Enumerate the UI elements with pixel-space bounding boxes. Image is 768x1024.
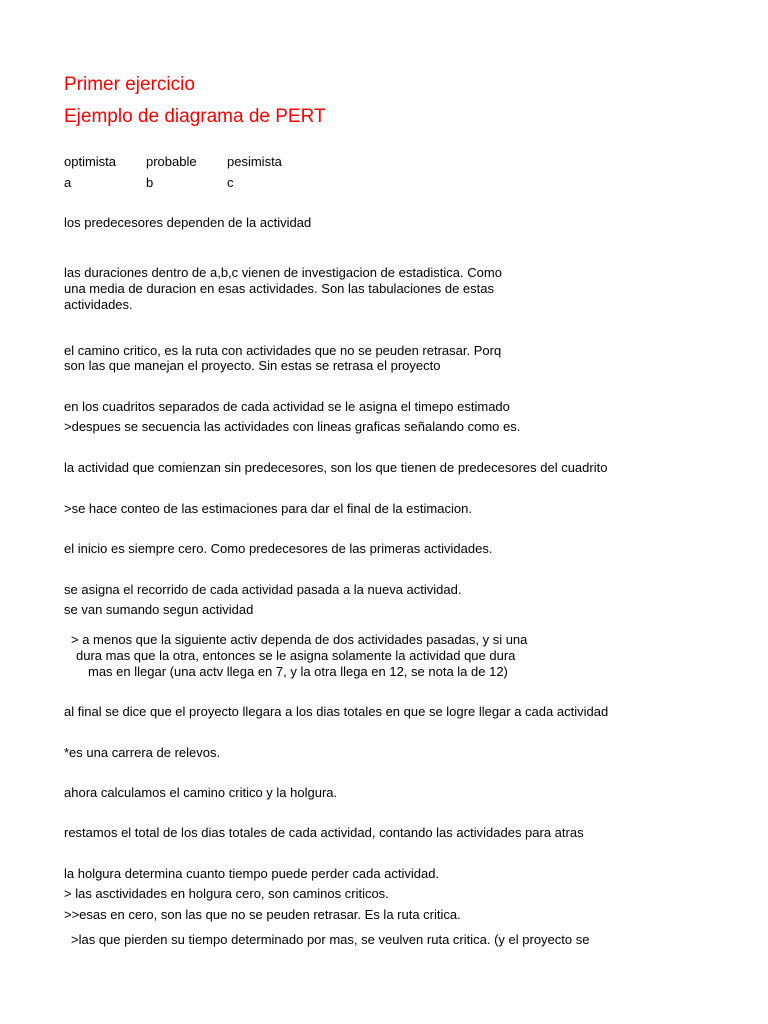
paragraph-predecesores: los predecesores dependen de la actividad <box>64 215 312 230</box>
paragraph-duraciones-line-2: una media de duracion en esas actividades. Son las tabulaciones de estas <box>64 281 495 296</box>
paragraph-recorrido-line-1: se asigna el recorrido de cada actividad pasada a la nueva actividad. <box>64 582 462 597</box>
paragraph-cuadritos-line-1: en los cuadritos separados de cada actividad se le asigna el timepo estimado <box>64 399 510 414</box>
header-optimista: optimista <box>64 154 117 169</box>
paragraph-relevos: *es una carrera de relevos. <box>64 745 221 760</box>
paragraph-holgura-line-3: >>esas en cero, son las que no se peuden retrasar. Es la ruta critica. <box>64 907 461 922</box>
paragraph-a-menos-line-3: mas en llegar (una actv llega en 7, y la otra llega en 12, se nota la de 12) <box>88 664 508 679</box>
paragraph-sin-predecesores: la actividad que comienzan sin predecesores, son los que tienen de predecesores del cuadrito <box>64 460 608 475</box>
paragraph-conteo: >se hace conteo de las estimaciones para dar el final de la estimacion. <box>64 501 472 516</box>
letter-c: c <box>227 175 234 190</box>
paragraph-holgura-line-1: la holgura determina cuanto tiempo puede perder cada actividad. <box>64 866 440 881</box>
paragraph-camino-critico-line-2: son las que manejan el proyecto. Sin estas se retrasa el proyecto <box>64 358 441 373</box>
paragraph-a-menos-line-2: dura mas que la otra, entonces se le asigna solamente la actividad que dura <box>76 648 516 663</box>
letter-b: b <box>146 175 154 190</box>
paragraph-inicio-cero: el inicio es siempre cero. Como predecesores de las primeras actividades. <box>64 541 493 556</box>
header-probable: probable <box>146 154 197 169</box>
paragraph-camino-critico-line-1: el camino critico, es la ruta con actividades que no se peuden retrasar. Porq <box>64 343 502 358</box>
title-line-1: Primer ejercicio <box>64 74 195 95</box>
paragraph-pierden-tiempo: >las que pierden su tiempo determinado por mas, se veulven ruta critica. (y el proyecto se <box>71 932 590 947</box>
paragraph-al-final: al final se dice que el proyecto llegara a los dias totales en que se logre llegar a cada actividad <box>64 704 609 719</box>
letter-a: a <box>64 175 72 190</box>
paragraph-cuadritos-line-2: >despues se secuencia las actividades con lineas graficas señalando como es. <box>64 419 521 434</box>
paragraph-restamos: restamos el total de los dias totales de cada actividad, contando las actividades para atras <box>64 825 584 840</box>
header-pesimista: pesimista <box>227 154 282 169</box>
paragraph-holgura-line-2: > las asctividades en holgura cero, son caminos criticos. <box>64 886 389 901</box>
paragraph-duraciones-line-3: actividades. <box>64 297 133 312</box>
paragraph-a-menos-line-1: > a menos que la siguiente activ dependa de dos actividades pasadas, y si una <box>71 632 528 647</box>
paragraph-duraciones-line-1: las duraciones dentro de a,b,c vienen de investigacion de estadistica. Como <box>64 265 502 280</box>
title-line-2: Ejemplo de diagrama de PERT <box>64 106 326 127</box>
paragraph-recorrido-line-2: se van sumando segun actividad <box>64 602 254 617</box>
paragraph-holgura-calculo: ahora calculamos el camino critico y la holgura. <box>64 785 338 800</box>
